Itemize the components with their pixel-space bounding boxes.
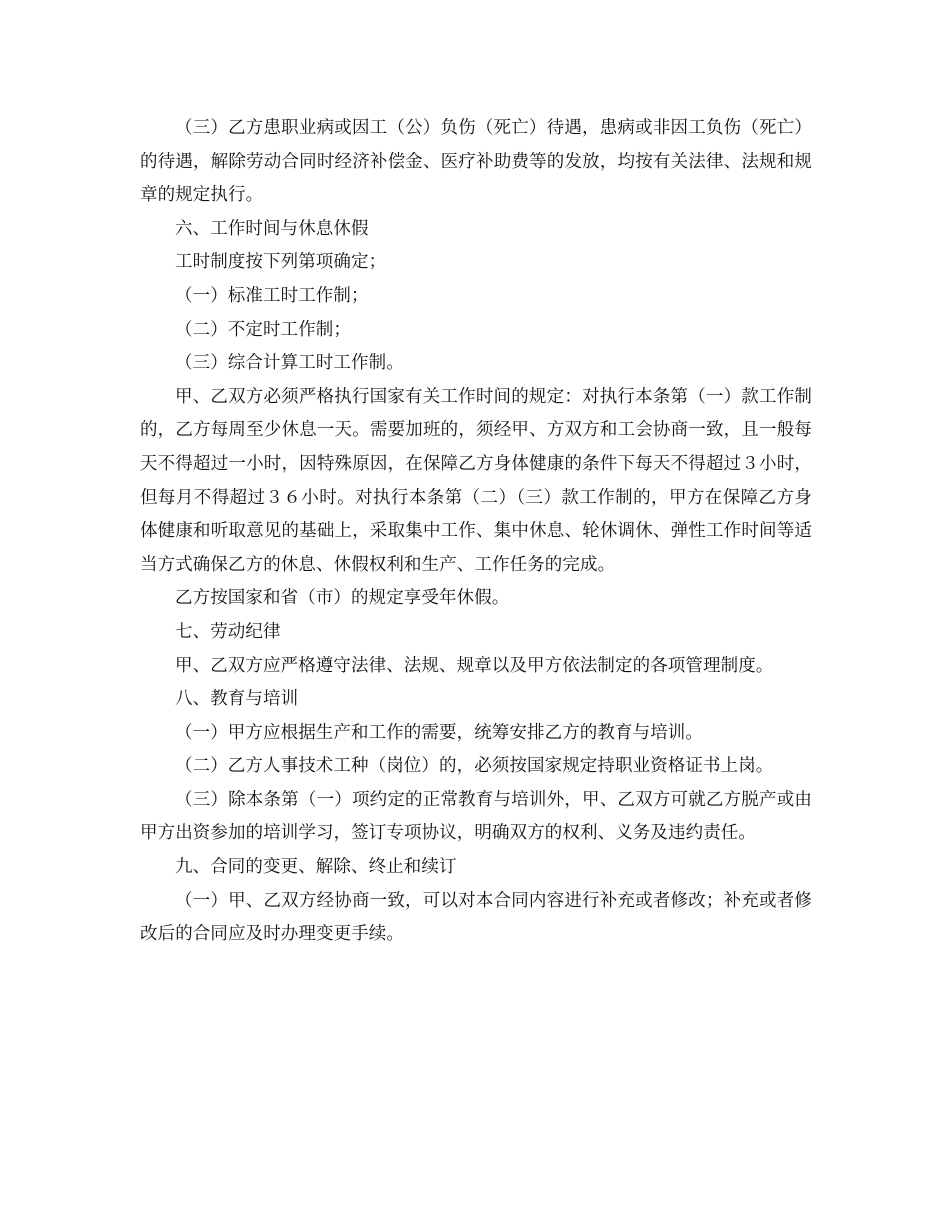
list-item-comprehensive-hours: （三）综合计算工时工作制。	[175, 353, 404, 374]
section-heading-discipline: 七、劳动纪律	[175, 621, 281, 642]
list-item-standard-hours: （一）标准工时工作制；	[175, 285, 369, 306]
paragraph-discipline: 甲、乙双方应严格遵守法律、法规、规章以及甲方依法制定的各项管理制度。	[175, 655, 774, 676]
document-body	[140, 112, 812, 952]
list-item-training-agreement: （三）除本条第（一）项约定的正常教育与培训外，甲、乙双方可就乙方脱产或由甲方出资参加的培训学习，签订专项协议，明确双方的权利、义务及违约责任。	[140, 789, 812, 844]
section-heading-work-hours: 六、工作时间与休息休假	[175, 218, 369, 239]
section-heading-contract-changes: 九、合同的变更、解除、终止和续订	[175, 857, 457, 878]
list-item-training-arrangement: （一）甲方应根据生产和工作的需要，统筹安排乙方的教育与培训。	[175, 722, 703, 743]
section-heading-training: 八、教育与培训	[175, 689, 299, 710]
paragraph-hours-system: 工时制度按下列第项确定；	[175, 252, 387, 273]
paragraph-injury-treatment: （三）乙方患职业病或因工（公）负伤（死亡）待遇，患病或非因工负伤（死亡）的待遇，解除劳动合同时经济补偿金、医疗补助费等的发放，均按有关法律、法规和规章的规定执行。	[140, 118, 812, 206]
paragraph-working-time-rules: 甲、乙双方必须严格执行国家有关工作时间的规定：对执行本条第（一）款工作制的，乙方每周至少休息一天。需要加班的，须经甲、方双方和工会协商一致，且一般每天不得超过一小时，因特殊原因，在保障乙方身体健康的条件下每天不得超过３小时，但每月不得超过３６小时。对执行本条第（二）（三）款工作制的，甲方在保障乙方身体健康和听取意见的基础上，采取集中工作、集中休息、轮休调休、弹性工作时间等适当方式确保乙方的休息、休假权利和生产、工作任务的完成。	[140, 386, 812, 575]
list-item-qualification: （二）乙方人事技术工种（岗位）的，必须按国家规定持职业资格证书上岗。	[175, 756, 774, 777]
list-item-contract-amendment: （一）甲、乙双方经协商一致，可以对本合同内容进行补充或者修改；补充或者修改后的合同应及时办理变更手续。	[140, 890, 812, 945]
paragraph-annual-leave: 乙方按国家和省（市）的规定享受年休假。	[175, 588, 510, 609]
list-item-flexible-hours: （二）不定时工作制；	[175, 319, 351, 340]
